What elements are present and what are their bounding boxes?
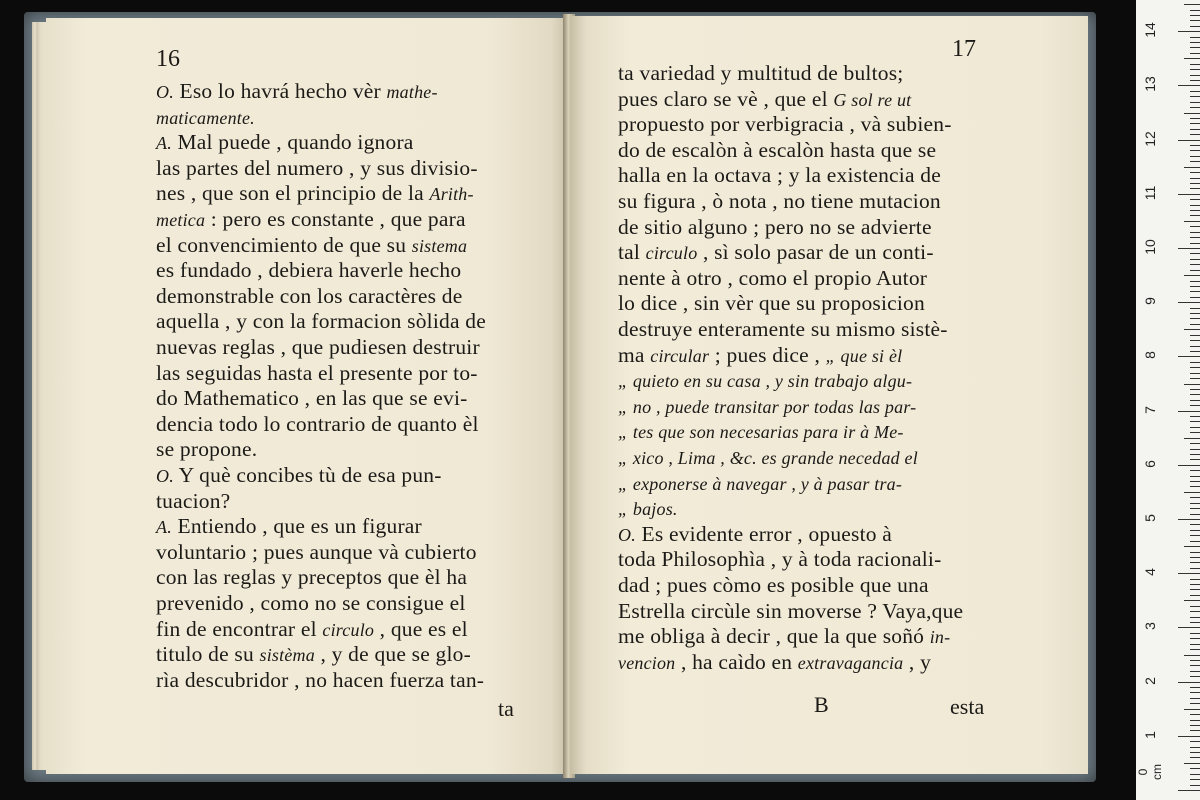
text-line <box>618 649 931 676</box>
text-segment: el convencimiento de que su <box>156 232 412 257</box>
ruler-tick <box>1178 682 1200 683</box>
ruler-tick <box>1184 167 1200 168</box>
text-segment: destruye enteramente su mismo sistè- <box>618 317 948 341</box>
ruler-tick <box>1190 232 1200 233</box>
ruler-tick <box>1190 421 1200 422</box>
italic-text: „ tes que son necesarias para ir à Me- <box>618 422 904 443</box>
ruler-tick <box>1190 687 1200 688</box>
ruler-tick <box>1190 210 1200 211</box>
text-line <box>156 436 257 462</box>
ruler-tick <box>1190 346 1200 347</box>
catchword: ta <box>498 696 514 721</box>
text-segment: titulo de su <box>156 642 260 667</box>
text-segment: demonstrable con los caractères de <box>156 283 463 308</box>
text-line <box>618 316 948 342</box>
ruler-tick <box>1190 145 1200 146</box>
ruler-tick <box>1190 633 1200 634</box>
text-line <box>618 137 936 163</box>
ruler-tick <box>1178 519 1200 520</box>
text-line <box>156 539 477 565</box>
italic-text: A. <box>156 133 172 154</box>
text-segment: , y de que se glo- <box>314 642 471 667</box>
page-number: 16 <box>156 46 180 72</box>
ruler-tick <box>1184 275 1200 276</box>
ruler-tick <box>1190 400 1200 401</box>
ruler-tick <box>1190 47 1200 48</box>
text-line <box>156 641 471 668</box>
text-segment: es fundado , debiera haverle hecho <box>156 258 462 283</box>
italic-text: sistema <box>411 235 468 256</box>
ruler-tick <box>1178 790 1200 791</box>
ruler-tick <box>1190 264 1200 265</box>
ruler-tick <box>1190 476 1200 477</box>
ruler-tick <box>1190 26 1200 27</box>
ruler-tick <box>1190 367 1200 368</box>
text-line <box>618 393 916 420</box>
ruler-tick <box>1190 188 1200 189</box>
ruler-tick <box>1190 226 1200 227</box>
page-number: 17 <box>952 36 976 62</box>
ruler-tick <box>1190 779 1200 780</box>
ruler-tick <box>1190 150 1200 151</box>
text-segment: aquella , y con la formacion sòlida de <box>156 309 486 334</box>
text-line <box>618 367 912 394</box>
ruler-tick <box>1190 671 1200 672</box>
text-segment: propuesto por verbigracia , và subien- <box>618 112 952 137</box>
ruler-tick <box>1184 600 1200 601</box>
measuring-ruler <box>1136 0 1200 800</box>
ruler-tick <box>1190 595 1200 596</box>
ruler-tick <box>1190 123 1200 124</box>
ruler-tick <box>1184 709 1200 710</box>
text-line <box>156 334 480 360</box>
text-line <box>156 206 466 233</box>
text-segment: , y <box>903 649 932 674</box>
ruler-tick <box>1190 508 1200 509</box>
ruler-tick <box>1190 535 1200 536</box>
italic-text: circulo <box>322 619 375 640</box>
text-segment: tal <box>618 240 646 265</box>
text-segment: con las reglas y preceptos que èl ha <box>156 565 468 590</box>
ruler-tick <box>1190 286 1200 287</box>
ruler-tick <box>1190 15 1200 16</box>
ruler-tick <box>1190 660 1200 661</box>
italic-text: circulo <box>645 243 698 264</box>
ruler-tick <box>1184 221 1200 222</box>
ruler-tick <box>1190 644 1200 645</box>
text-segment: voluntario ; pues aunque và cubierto <box>156 539 477 564</box>
italic-text: extravagancia <box>797 652 904 673</box>
ruler-unit-label: 0 cm <box>1136 764 1164 780</box>
text-line <box>618 470 902 497</box>
ruler-tick <box>1190 692 1200 693</box>
ruler-tick <box>1184 546 1200 547</box>
ruler-tick <box>1190 80 1200 81</box>
text-segment: Mal puede , quando ignora <box>171 130 414 155</box>
ruler-tick <box>1178 194 1200 195</box>
ruler-number: 8 <box>1142 351 1158 360</box>
text-segment: Y què concibes tù de esa pun- <box>173 463 442 487</box>
ruler-tick <box>1190 449 1200 450</box>
text-segment: ta variedad y multitud de bultos; <box>618 61 904 85</box>
italic-text: G sol re ut <box>833 89 912 110</box>
ruler-number: 10 <box>1142 239 1158 255</box>
ruler-tick <box>1190 259 1200 260</box>
ruler-tick <box>1190 172 1200 173</box>
text-line <box>618 239 934 266</box>
ruler-number: 5 <box>1142 514 1158 522</box>
ruler-tick <box>1178 85 1200 86</box>
ruler-tick <box>1190 270 1200 271</box>
text-line <box>156 155 478 181</box>
ruler-tick <box>1184 763 1200 764</box>
ruler-tick <box>1190 768 1200 769</box>
ruler-tick <box>1190 134 1200 135</box>
italic-text: „ xico , Lima , &c. es grande necedad el <box>618 448 918 468</box>
ruler-tick <box>1178 736 1200 737</box>
ruler-number: 3 <box>1142 622 1158 631</box>
ruler-tick <box>1190 215 1200 216</box>
text-line <box>156 104 255 131</box>
ruler-number: 1 <box>1142 730 1158 739</box>
ruler-tick <box>1190 10 1200 11</box>
ruler-tick <box>1190 129 1200 130</box>
ruler-tick <box>1190 747 1200 748</box>
text-line <box>156 411 479 437</box>
ruler-tick <box>1190 676 1200 677</box>
ruler-tick <box>1190 102 1200 103</box>
italic-text: sistèma <box>259 645 315 666</box>
ruler-tick <box>1190 91 1200 92</box>
italic-text: O. <box>156 82 174 102</box>
text-segment: , ha caìdo en <box>675 649 798 674</box>
text-line <box>156 385 468 411</box>
ruler-tick <box>1190 579 1200 580</box>
ruler-number: 6 <box>1142 459 1158 468</box>
ruler-tick <box>1190 703 1200 704</box>
ruler-tick <box>1190 183 1200 184</box>
text-segment: Eso lo havrá hecho vèr <box>173 79 387 103</box>
ruler-tick <box>1190 606 1200 607</box>
text-line <box>156 283 462 309</box>
text-line <box>618 546 941 572</box>
ruler-tick <box>1184 438 1200 439</box>
ruler-tick <box>1190 253 1200 254</box>
text-line <box>618 86 911 113</box>
ruler-number: 4 <box>1142 568 1158 577</box>
italic-text: O. <box>156 466 174 486</box>
text-line <box>156 129 414 156</box>
ruler-tick <box>1190 757 1200 758</box>
right-page <box>570 16 1088 774</box>
text-line <box>618 342 902 369</box>
text-segment: ma <box>618 342 651 367</box>
text-line <box>618 111 952 137</box>
ruler-tick <box>1178 573 1200 574</box>
ruler-tick <box>1190 340 1200 341</box>
text-segment: dencia todo lo contrario de quanto èl <box>156 411 479 436</box>
ruler-tick <box>1190 649 1200 650</box>
left-page <box>46 18 568 774</box>
text-segment: ; pues dice , <box>709 342 826 367</box>
italic-text: „ bajos. <box>618 499 678 520</box>
text-line <box>156 513 422 540</box>
ruler-tick <box>1178 248 1200 249</box>
text-line <box>618 418 904 445</box>
text-segment: Entiendo , que es un figurar <box>171 514 422 539</box>
signature-mark: B <box>814 692 829 717</box>
ruler-tick <box>1190 69 1200 70</box>
ruler-tick <box>1184 329 1200 330</box>
ruler-tick <box>1190 514 1200 515</box>
ruler-tick <box>1190 335 1200 336</box>
ruler-tick <box>1190 530 1200 531</box>
text-line <box>156 667 484 693</box>
text-segment: prevenido , como no se consigue el <box>156 591 466 615</box>
ruler-tick <box>1178 31 1200 32</box>
ruler-tick <box>1190 389 1200 390</box>
italic-text: metica <box>156 210 206 230</box>
ruler-tick <box>1190 178 1200 179</box>
ruler-tick <box>1190 622 1200 623</box>
text-segment: , sì solo pasar de un conti- <box>697 240 934 265</box>
ruler-tick <box>1190 541 1200 542</box>
italic-text: vencion <box>618 652 676 673</box>
ruler-tick <box>1190 785 1200 786</box>
text-line <box>156 590 466 616</box>
text-segment: fin de encontrar el <box>156 616 323 641</box>
ruler-tick <box>1190 107 1200 108</box>
text-line <box>156 232 467 259</box>
ruler-number: 11 <box>1142 185 1158 201</box>
text-segment: me obliga à decir , que la que soñó <box>618 624 930 649</box>
ruler-tick <box>1190 378 1200 379</box>
ruler-tick <box>1190 698 1200 699</box>
ruler-tick <box>1190 481 1200 482</box>
text-line <box>156 180 474 207</box>
ruler-tick <box>1190 64 1200 65</box>
ruler-tick <box>1190 617 1200 618</box>
ruler-tick <box>1190 568 1200 569</box>
catchword: esta <box>950 694 985 719</box>
ruler-tick <box>1190 351 1200 352</box>
ruler-tick <box>1190 584 1200 585</box>
text-segment: las seguidas hasta el presente por to- <box>156 360 478 385</box>
ruler-tick <box>1190 291 1200 292</box>
ruler-tick <box>1184 655 1200 656</box>
italic-text: circular <box>650 345 710 366</box>
text-line <box>618 162 941 188</box>
text-segment: pues claro se vè , que el <box>618 86 834 111</box>
text-line <box>156 462 442 489</box>
ruler-tick <box>1190 156 1200 157</box>
text-segment: do de escalòn à escalòn hasta que se <box>618 137 937 162</box>
ruler-tick <box>1190 405 1200 406</box>
ruler-tick <box>1190 199 1200 200</box>
ruler-tick <box>1178 302 1200 303</box>
ruler-tick <box>1178 356 1200 357</box>
ruler-tick <box>1190 459 1200 460</box>
ruler-tick <box>1190 308 1200 309</box>
ruler-tick <box>1190 730 1200 731</box>
ruler-tick <box>1190 313 1200 314</box>
ruler-number: 13 <box>1142 76 1158 93</box>
ruler-tick <box>1190 373 1200 374</box>
italic-text: in- <box>929 627 951 648</box>
text-line <box>618 521 892 548</box>
ruler-number: 14 <box>1142 22 1158 38</box>
text-line <box>618 290 925 316</box>
text-line <box>156 616 468 643</box>
text-segment: , que es el <box>374 616 468 641</box>
ruler-tick <box>1190 281 1200 282</box>
text-segment: se propone. <box>156 437 258 462</box>
text-segment: toda Philosophìa , y à toda racionali- <box>618 547 942 572</box>
ruler-tick <box>1178 140 1200 141</box>
italic-text: „ no , puede transitar por todas las par- <box>618 396 917 417</box>
ruler-tick <box>1184 4 1200 5</box>
ruler-tick <box>1190 470 1200 471</box>
text-line <box>618 188 941 214</box>
italic-text: maticamente. <box>156 107 255 128</box>
ruler-tick <box>1178 465 1200 466</box>
ruler-tick <box>1190 75 1200 76</box>
ruler-number: 2 <box>1142 676 1158 685</box>
ruler-tick <box>1190 297 1200 298</box>
text-line <box>618 495 678 522</box>
ruler-tick <box>1190 503 1200 504</box>
ruler-tick <box>1190 237 1200 238</box>
ruler-tick <box>1190 432 1200 433</box>
text-line <box>156 308 486 334</box>
text-segment: las partes del numero , y sus divisio- <box>156 155 478 180</box>
ruler-tick <box>1190 42 1200 43</box>
ruler-tick <box>1178 627 1200 628</box>
text-line <box>156 78 438 105</box>
text-line <box>618 265 927 291</box>
text-segment: lo dice , sin vèr que su proposicion <box>618 291 925 316</box>
ruler-tick <box>1190 741 1200 742</box>
ruler-tick <box>1190 454 1200 455</box>
text-line <box>618 623 950 650</box>
ruler-tick <box>1190 37 1200 38</box>
ruler-number: 7 <box>1142 405 1158 414</box>
text-segment: nuevas reglas , que pudiesen destruir <box>156 335 480 359</box>
ruler-tick <box>1190 443 1200 444</box>
ruler-tick <box>1184 113 1200 114</box>
ruler-tick <box>1190 161 1200 162</box>
ruler-tick <box>1178 411 1200 412</box>
ruler-tick <box>1190 96 1200 97</box>
ruler-tick <box>1190 362 1200 363</box>
ruler-tick <box>1184 384 1200 385</box>
ruler-tick <box>1190 486 1200 487</box>
text-segment: Es evidente error , opuesto à <box>635 521 893 546</box>
ruler-tick <box>1190 752 1200 753</box>
ruler-tick <box>1190 611 1200 612</box>
text-line <box>156 360 478 386</box>
text-line <box>156 257 461 283</box>
italic-text: „ que si èl <box>825 345 903 366</box>
ruler-tick <box>1190 557 1200 558</box>
ruler-tick <box>1190 416 1200 417</box>
ruler-tick <box>1190 394 1200 395</box>
ruler-tick <box>1190 562 1200 563</box>
text-line <box>618 572 929 598</box>
text-segment: Estrella circùle sin moverse ? Vaya,que <box>618 598 964 623</box>
text-line <box>618 214 932 240</box>
ruler-tick <box>1190 638 1200 639</box>
ruler-number: 9 <box>1142 297 1158 306</box>
ruler-tick <box>1190 774 1200 775</box>
ruler-tick <box>1190 118 1200 119</box>
ruler-tick <box>1190 427 1200 428</box>
italic-text: Arith- <box>429 184 474 205</box>
ruler-tick <box>1190 205 1200 206</box>
ruler-tick <box>1184 492 1200 493</box>
ruler-tick <box>1184 58 1200 59</box>
text-line <box>618 60 903 86</box>
ruler-tick <box>1190 552 1200 553</box>
text-line <box>618 444 918 471</box>
ruler-tick <box>1190 318 1200 319</box>
ruler-tick <box>1190 725 1200 726</box>
text-line <box>618 598 963 624</box>
text-segment: nes , que son el principio de la <box>156 181 430 206</box>
italic-text: O. <box>618 524 636 545</box>
italic-text: mathe- <box>386 82 438 102</box>
ruler-tick <box>1190 589 1200 590</box>
italic-text: A. <box>156 517 172 538</box>
text-segment: de sitio alguno ; pero no se advierte <box>618 214 932 239</box>
text-segment: su figura , ò nota , no tiene mutacion <box>618 189 941 213</box>
ruler-tick <box>1190 53 1200 54</box>
ruler-tick <box>1190 497 1200 498</box>
text-line <box>156 488 230 514</box>
text-segment: do Mathematico , en las que se evi- <box>156 386 468 411</box>
ruler-tick <box>1190 714 1200 715</box>
ruler-tick <box>1190 324 1200 325</box>
ruler-number: 12 <box>1142 130 1158 147</box>
text-segment: rìa descubridor , no hacen fuerza tan- <box>156 667 485 692</box>
ruler-tick <box>1190 20 1200 21</box>
text-line <box>156 564 467 590</box>
text-segment: tuacion? <box>156 488 231 513</box>
ruler-tick <box>1190 243 1200 244</box>
italic-text: „ exponerse à navegar , y à pasar tra- <box>618 473 903 494</box>
italic-text: „ quieto en su casa , y sin trabajo algu- <box>618 371 913 392</box>
ruler-tick <box>1190 524 1200 525</box>
text-segment: : pero es constante , que para <box>205 207 466 231</box>
ruler-tick <box>1190 720 1200 721</box>
text-segment: nente à otro , como el propio Autor <box>618 265 928 290</box>
text-segment: dad ; pues còmo es posible que una <box>618 573 929 597</box>
ruler-tick <box>1190 665 1200 666</box>
text-segment: halla en la octava ; y la existencia de <box>618 163 941 188</box>
